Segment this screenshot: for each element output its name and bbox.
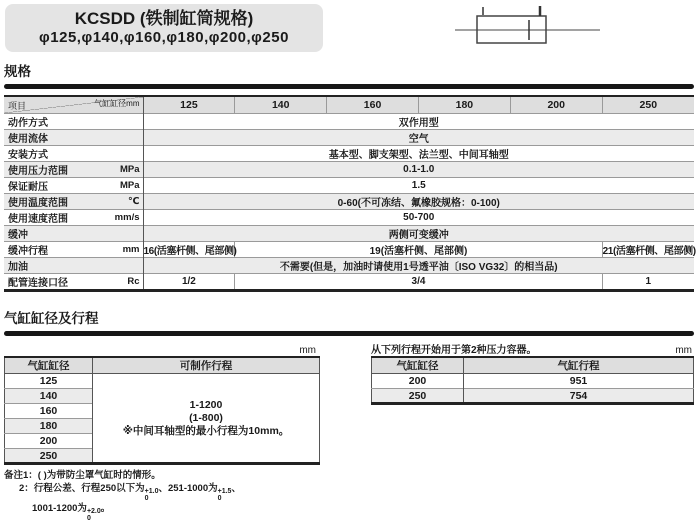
row-label: 缓冲 bbox=[8, 226, 28, 241]
notes bbox=[4, 469, 334, 522]
table-row bbox=[4, 145, 694, 161]
title-block bbox=[5, 4, 323, 52]
row-unit: mm bbox=[123, 244, 140, 255]
row-value: 1.5 bbox=[143, 177, 694, 193]
row-label: 使用速度范围 bbox=[8, 210, 68, 225]
note-text: 2：行程公差、行程250以下为 bbox=[19, 483, 145, 494]
tolerance-lower: 0 bbox=[87, 516, 101, 522]
row-value: 基本型、脚支架型、法兰型、中间耳轴型 bbox=[143, 145, 694, 161]
stroke-note: ※中间耳轴型的最小行程为10mm。 bbox=[93, 425, 319, 438]
row-value: 两侧可变缓冲 bbox=[143, 225, 694, 241]
stroke-range: 1-1200 bbox=[93, 399, 319, 412]
bore-stroke-column bbox=[4, 342, 320, 522]
corner-item-label: 项目 bbox=[8, 99, 26, 112]
row-label: 配管连接口径 bbox=[8, 274, 68, 289]
row-value: 21(活塞杆侧、尾部侧) bbox=[602, 241, 694, 257]
note-line-1: 备注1：( )为带防尘罩气缸时的情形。 bbox=[4, 469, 334, 482]
table-row bbox=[372, 389, 694, 404]
note-text: 。 bbox=[101, 503, 111, 514]
note-text: 、251-1000为 bbox=[158, 483, 217, 494]
row-value: 1 bbox=[602, 273, 694, 290]
row-unit: MPa bbox=[120, 180, 140, 191]
row-label: 缓冲行程 bbox=[8, 242, 48, 257]
bore-value: 200 bbox=[5, 434, 93, 449]
table-row-cushion-stroke bbox=[4, 241, 694, 257]
bore-header: 140 bbox=[235, 96, 327, 113]
corner-bore-label: 气缸缸径mm bbox=[94, 98, 139, 109]
bore-header: 250 bbox=[602, 96, 694, 113]
stroke-range-dustcover: (1-800) bbox=[93, 412, 319, 425]
table-row bbox=[4, 177, 694, 193]
table-row bbox=[4, 161, 694, 177]
section-heading-specs: 规格 bbox=[4, 60, 694, 80]
spec-header-row bbox=[4, 96, 694, 113]
pressure-vessel-column bbox=[371, 342, 694, 406]
row-label: 动作方式 bbox=[8, 114, 48, 129]
row-value: 50-700 bbox=[143, 209, 694, 225]
page-content bbox=[4, 60, 694, 522]
bore-value: 160 bbox=[5, 404, 93, 419]
mm-unit-label: mm bbox=[299, 345, 320, 356]
table-row-lubrication bbox=[4, 257, 694, 273]
bore-header: 125 bbox=[143, 96, 235, 113]
table-row bbox=[4, 193, 694, 209]
bore-value: 250 bbox=[5, 449, 93, 464]
row-unit: Rc bbox=[127, 276, 139, 287]
bore-value: 140 bbox=[5, 389, 93, 404]
bore-stroke-tables bbox=[4, 342, 694, 522]
table-row bbox=[4, 113, 694, 129]
table-header-row bbox=[5, 357, 320, 374]
row-label: 保证耐压 bbox=[8, 178, 48, 193]
row-label: 使用压力范围 bbox=[8, 162, 68, 177]
table-header-row bbox=[372, 357, 694, 374]
note-line-3 bbox=[4, 502, 334, 522]
bore-header: 180 bbox=[418, 96, 510, 113]
section-bar bbox=[4, 84, 694, 89]
tolerance-lower: 0 bbox=[145, 496, 159, 503]
row-label: 使用温度范围 bbox=[8, 194, 68, 209]
cylinder-diagram bbox=[430, 0, 698, 55]
row-value: 不需要(但是，加油时请使用1号透平油〔ISO VG32〕的相当品) bbox=[143, 257, 694, 273]
page-title: KCSDD (铁制缸筒规格) bbox=[75, 9, 254, 29]
row-label: 安装方式 bbox=[8, 146, 48, 161]
bore-stroke-table bbox=[4, 356, 320, 466]
row-unit: ℃ bbox=[128, 196, 140, 207]
bore-value: 250 bbox=[372, 389, 464, 404]
tolerance-upper: +2.0 bbox=[87, 509, 101, 516]
table-row bbox=[4, 225, 694, 241]
bore-value: 125 bbox=[5, 374, 93, 389]
col-header-stroke: 气缸行程 bbox=[464, 357, 694, 374]
col-header-bore: 气缸缸径 bbox=[5, 357, 93, 374]
section-bar bbox=[4, 331, 694, 336]
table-row-port-size bbox=[4, 273, 694, 290]
tolerance-lower: 0 bbox=[218, 496, 232, 503]
pressure-vessel-table bbox=[371, 356, 694, 406]
tolerance-stack bbox=[145, 489, 159, 502]
stroke-value: 754 bbox=[464, 389, 694, 404]
table-row bbox=[4, 129, 694, 145]
col-header-stroke: 可制作行程 bbox=[93, 357, 320, 374]
stroke-value: 951 bbox=[464, 374, 694, 389]
note-line-2 bbox=[4, 482, 334, 502]
row-value: 3/4 bbox=[235, 273, 602, 290]
table-row bbox=[4, 209, 694, 225]
section-heading-bore-stroke: 气缸缸径及行程 bbox=[4, 307, 694, 327]
row-unit: MPa bbox=[120, 164, 140, 175]
row-value: 1/2 bbox=[143, 273, 235, 290]
row-label: 加油 bbox=[8, 258, 28, 273]
row-unit: mm/s bbox=[115, 212, 140, 223]
note-text: 、 bbox=[231, 483, 241, 494]
pressure-vessel-caption: 从下列行程开始用于第2种压力容器。 bbox=[371, 341, 537, 356]
bore-value: 180 bbox=[5, 419, 93, 434]
table-row bbox=[5, 374, 320, 389]
row-value: 16(活塞杆侧、尾部侧) bbox=[143, 241, 235, 257]
mm-unit-label: mm bbox=[675, 345, 694, 356]
bore-value: 200 bbox=[372, 374, 464, 389]
spec-table bbox=[4, 95, 694, 292]
corner-cell bbox=[4, 96, 143, 113]
bore-header: 160 bbox=[327, 96, 419, 113]
row-value: 双作用型 bbox=[143, 113, 694, 129]
col-header-bore: 气缸缸径 bbox=[372, 357, 464, 374]
row-value: 19(活塞杆侧、尾部侧) bbox=[235, 241, 602, 257]
row-value: 0-60(不可冻结、氟橡胶规格：0-100) bbox=[143, 193, 694, 209]
row-label: 使用流体 bbox=[8, 130, 48, 145]
stroke-range-cell bbox=[93, 374, 320, 464]
tolerance-upper: +1.0 bbox=[145, 489, 159, 496]
row-value: 0.1-1.0 bbox=[143, 161, 694, 177]
page-subtitle: φ125,φ140,φ160,φ180,φ200,φ250 bbox=[39, 29, 289, 47]
note-text: 1001-1200为 bbox=[32, 503, 87, 514]
tolerance-stack bbox=[87, 509, 101, 522]
bore-header: 200 bbox=[510, 96, 602, 113]
row-value: 空气 bbox=[143, 129, 694, 145]
tolerance-stack bbox=[218, 489, 232, 502]
tolerance-upper: +1.5 bbox=[218, 489, 232, 496]
table-row bbox=[372, 374, 694, 389]
